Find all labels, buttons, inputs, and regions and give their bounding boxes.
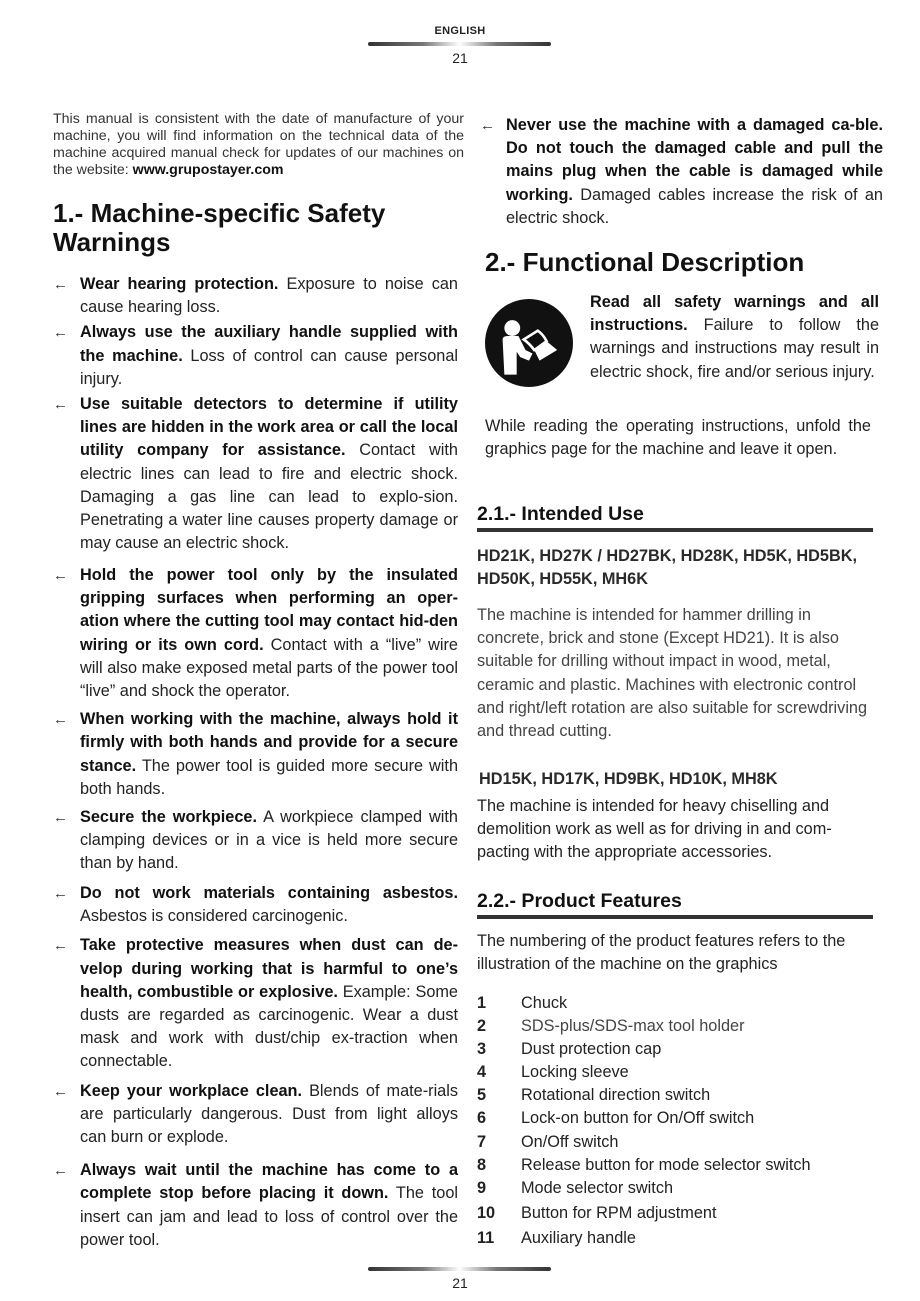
left-arrow-icon: ← xyxy=(53,1162,68,1180)
feature-item: 4 Locking sleeve xyxy=(477,1063,629,1082)
left-arrow-icon: ← xyxy=(53,324,68,342)
feature-item: 2 SDS-plus/SDS-max tool holder xyxy=(477,1017,745,1036)
intro-paragraph: This manual is consistent with the date of manufacture of your machine, you will find information on the technical data of the machine acquired manual check for updates of our machines on the website: www.grupostayer.com xyxy=(53,111,464,178)
safety-bullet: ← Always wait until the machine has come to a complete stop before placing it down. The tool insert can jam and lead to loss of control over the power tool. xyxy=(53,1161,458,1249)
safety-bullet: ← Do not work materials containing asbestos. Asbestos is considered carcinogenic. xyxy=(53,884,458,926)
feature-item: 1 Chuck xyxy=(477,994,568,1012)
safety-bullet-list-b xyxy=(53,564,458,876)
page-number-bottom: 21 xyxy=(452,1275,468,1291)
unfold-graphics-paragraph: While reading the operating instructions, unfold the graphics page for the machine and leave it open. xyxy=(485,417,871,459)
read-manual-icon xyxy=(485,299,573,387)
left-arrow-icon: ← xyxy=(53,711,68,729)
model-list-group-2: HD15K, HD17K, HD9BK, HD10K, MH8K xyxy=(479,770,778,788)
safety-bullet-list-a xyxy=(53,273,458,555)
header-divider xyxy=(368,42,551,46)
safety-bullet-list-right xyxy=(480,114,883,230)
left-arrow-icon: ← xyxy=(53,885,68,902)
safety-bullet: ← Never use the machine with a damaged ca-ble. Do not touch the damaged cable and pull the mains plug when the cable is damaged while working. Damaged cables increase the risk of an electric shock. xyxy=(480,116,883,227)
left-arrow-icon: ← xyxy=(53,567,68,584)
feature-item: 6 Lock-on button for On/Off switch xyxy=(477,1109,755,1128)
feature-item: 11 Auxiliary handle xyxy=(477,1228,636,1247)
feature-item: 3 Dust protection cap xyxy=(477,1040,662,1059)
language-label: ENGLISH xyxy=(434,25,486,37)
left-arrow-icon: ← xyxy=(53,1082,68,1100)
safety-bullet: ← Wear hearing protection. Exposure to noise can cause hearing loss. xyxy=(53,275,458,317)
safety-bullet: ← Secure the workpiece. A workpiece clamped with clamping devices or in a vice is held more secure than by hand. xyxy=(53,808,458,873)
section-2-title: 2.- Functional Description xyxy=(485,247,805,277)
left-arrow-icon: ← xyxy=(53,937,68,955)
feature-item: 7 On/Off switch xyxy=(477,1132,619,1151)
feature-item: 9 Mode selector switch xyxy=(477,1178,674,1197)
intended-use-text-group-1: The machine is intended for hammer drilling in concrete, brick and stone (Except HD21). It is also suitable for drilling without impact in wood, metal, ceramic and plastic. Machines with electronic control and right/left rotation are also suitable for screwdriving and thread cutting. xyxy=(477,606,868,741)
feature-item: 10 Button for RPM adjustment xyxy=(477,1203,717,1222)
safety-bullet: ← Hold the power tool only by the insulated gripping surfaces when performing an oper-ation where the cutting tool may contact hid-den wiring or its own cord. Contact with a “live” wire will also make exposed metal parts of the power tool “live” and shock the operator. xyxy=(53,566,458,701)
safety-bullet: ← When working with the machine, always hold it firmly with both hands and provide for a secure stance. The power tool is guided more secure with both hands. xyxy=(53,710,458,798)
left-arrow-icon: ← xyxy=(53,276,68,293)
product-features-heading: 2.2.- Product Features xyxy=(477,890,873,919)
footer-divider xyxy=(368,1267,551,1271)
safety-bullet: ← Keep your workplace clean. Blends of mate-rials are particularly dangerous. Dust from light alloys can burn or explode. xyxy=(53,1081,458,1147)
safety-bullet: ← Always use the auxiliary handle supplied with the machine. Loss of control can cause personal injury. xyxy=(53,323,458,388)
safety-bullet: ← Use suitable detectors to determine if utility lines are hidden in the work area or call the local utility company for assistance. Contact with electric lines can lead to fire and electric shock. Damaging a gas line can lead to explo-sion. Penetrating a water line causes property damage or may cause an electric shock. xyxy=(53,395,458,553)
feature-item: 8 Release button for mode selector switch xyxy=(477,1155,811,1174)
product-features-list xyxy=(477,992,877,1250)
product-features-intro: The numbering of the product features refers to the illustration of the machine on the graphics xyxy=(477,932,846,974)
model-list-group-1: HD21K, HD27K / HD27BK, HD28K, HD5K, HD5BK, HD50K, HD55K, MH6K xyxy=(477,547,857,588)
section-1-title: 1.- Machine-specific Safety Warnings xyxy=(53,198,386,257)
page-number-top: 21 xyxy=(452,50,468,66)
read-instructions-text: Read all safety warnings and all instructions. Failure to follow the warnings and instructions may result in electric shock, fire and/or serious injury. xyxy=(590,293,879,381)
safety-bullet: ← Take protective measures when dust can de-velop during working that is harmful to one’s health, combustible or explosive. Example: Some dusts are regarded as carcinogenic. Wear a dust mask and work with dust/chip ex-traction when connectable. xyxy=(53,936,458,1071)
left-arrow-icon: ← xyxy=(53,396,68,414)
left-arrow-icon: ← xyxy=(53,809,68,827)
left-arrow-icon: ← xyxy=(480,117,495,134)
intended-use-text-group-2: The machine is intended for heavy chiselling and demolition work as well as for driving in and com-pacting with the appropriate accessories. xyxy=(477,797,832,862)
intended-use-heading: 2.1.- Intended Use xyxy=(477,503,873,532)
website-link[interactable]: www.grupostayer.com xyxy=(132,162,284,178)
safety-bullet-list-c xyxy=(53,882,458,1252)
feature-item: 5 Rotational direction switch xyxy=(477,1086,711,1105)
